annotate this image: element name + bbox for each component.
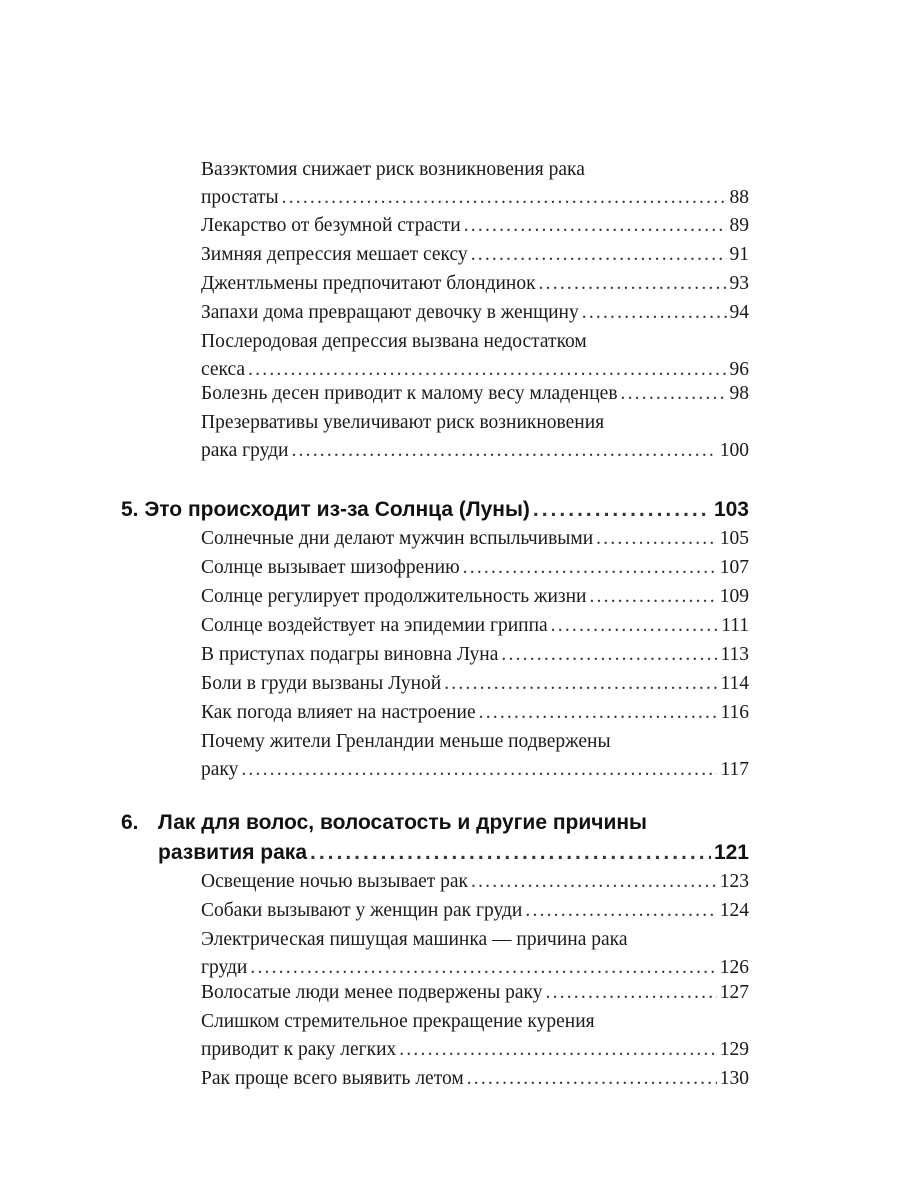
dot-leader <box>310 838 711 868</box>
toc-entry-page: 116 <box>720 702 749 723</box>
toc-entry <box>201 212 749 240</box>
dot-leader <box>525 897 716 925</box>
toc-entry <box>201 926 749 982</box>
dot-leader <box>471 868 717 896</box>
dot-leader <box>399 1036 716 1064</box>
toc-entry <box>201 670 749 698</box>
toc-entry-page: 124 <box>719 900 749 921</box>
chapter-page: 121 <box>713 841 749 864</box>
toc-entry <box>201 699 749 727</box>
dot-leader <box>463 554 717 582</box>
toc-entry <box>201 583 749 611</box>
dot-leader <box>467 1065 717 1093</box>
toc-entry-page: 111 <box>721 615 749 636</box>
toc-entry <box>201 554 749 582</box>
toc-entry-title: Освещение ночью вызывает рак <box>201 871 469 892</box>
toc-entry-page: 117 <box>720 759 749 780</box>
dot-leader <box>282 184 727 212</box>
toc-entry-title: Как погода влияет на настроение <box>201 702 476 723</box>
toc-entry-page: 127 <box>719 982 749 1003</box>
toc-entry-title: Волосатые люди менее подвержены раку <box>201 982 543 1003</box>
toc-entry-page: 89 <box>729 215 749 236</box>
dot-leader <box>291 437 716 465</box>
toc-entry <box>201 328 749 384</box>
dot-leader <box>589 583 716 611</box>
toc-entry-title: Болезнь десен приводит к малому весу младенцев <box>201 383 618 404</box>
toc-entry-page: 96 <box>729 359 749 380</box>
toc-entry-title: Слишком стремительное прекращение курения <box>201 1011 595 1032</box>
dot-leader <box>621 380 727 408</box>
toc-entry-title: Вазэктомия снижает риск возникновения рака <box>201 159 585 180</box>
toc-entry <box>201 525 749 553</box>
toc-entry-page: 94 <box>729 302 749 323</box>
dot-leader <box>551 612 719 640</box>
toc-entry <box>201 299 749 327</box>
toc-entry <box>201 156 749 212</box>
toc-entry <box>201 1008 749 1064</box>
toc-entry-title: простаты <box>201 187 279 208</box>
toc-entry-page: 123 <box>719 871 749 892</box>
toc-entry <box>201 270 749 298</box>
toc-entry-title: Послеродовая депрессия вызвана недостатком <box>201 331 587 352</box>
toc-entry-title: Джентльмены предпочитают блондинок <box>201 273 536 294</box>
toc-entry <box>201 897 749 925</box>
toc-entry <box>201 641 749 669</box>
toc-entry-title: рака груди <box>201 440 289 461</box>
toc-entry-page: 114 <box>720 673 749 694</box>
toc-entry-page: 129 <box>719 1039 749 1060</box>
dot-leader <box>471 241 727 269</box>
toc-entry-title: Собаки вызывают у женщин рак груди <box>201 900 523 921</box>
dot-leader <box>539 270 727 298</box>
dot-leader <box>533 495 711 525</box>
toc-entry-title: Почему жители Гренландии меньше подвержены <box>201 731 611 752</box>
dot-leader <box>479 699 718 727</box>
toc-entry <box>201 1065 749 1093</box>
toc-entry-title: В приступах подагры виновна Луна <box>201 644 499 665</box>
toc-entry-page: 98 <box>729 383 749 404</box>
toc-entry-title: приводит к раку легких <box>201 1039 397 1060</box>
toc-entry <box>201 241 749 269</box>
dot-leader <box>501 641 717 669</box>
toc-entry-page: 130 <box>719 1068 749 1089</box>
toc-entry-title: раку <box>201 759 239 780</box>
toc-entry-title: Солнце вызывает шизофрению <box>201 557 460 578</box>
toc-entry-page: 91 <box>729 244 749 265</box>
dot-leader <box>250 954 716 982</box>
toc-entry-title: Презервативы увеличивают риск возникновения <box>201 412 605 433</box>
dot-leader <box>241 756 717 784</box>
chapter-title: развития рака <box>158 841 307 864</box>
toc-entry-page: 126 <box>719 957 749 978</box>
toc-entry-page: 113 <box>720 644 749 665</box>
toc-entry-title: Электрическая пишущая машинка — причина рака <box>201 929 628 950</box>
toc-entry-title: секса <box>201 359 246 380</box>
dot-leader <box>464 212 727 240</box>
toc-entry-title: Солнце регулирует продолжительность жизни <box>201 586 587 607</box>
toc-entry <box>201 979 749 1007</box>
toc-entry <box>201 868 749 896</box>
dot-leader <box>444 670 717 698</box>
toc-entry-title: груди <box>201 957 248 978</box>
toc-entry-page: 107 <box>719 557 749 578</box>
toc-entry-title: Лекарство от безумной страсти <box>201 215 461 236</box>
dot-leader <box>596 525 717 553</box>
toc-entry-title: Боли в груди вызваны Луной <box>201 673 442 694</box>
toc-entry-page: 100 <box>719 440 749 461</box>
chapter-title: 5. Это происходит из-за Солнца (Луны) <box>121 498 530 521</box>
toc-entry-title: Запахи дома превращают девочку в женщину <box>201 302 579 323</box>
toc-entry <box>201 612 749 640</box>
chapter-heading <box>121 495 749 525</box>
chapter-page: 103 <box>713 498 749 521</box>
toc-entry <box>201 728 749 784</box>
toc-entry-title: Солнечные дни делают мужчин вспыльчивыми <box>201 528 594 549</box>
chapter-number: 6. <box>121 811 139 834</box>
toc-entry <box>201 409 749 465</box>
toc-entry-title: Рак проще всего выявить летом <box>201 1068 464 1089</box>
toc-entry-page: 88 <box>729 187 749 208</box>
toc-entry-page: 93 <box>729 273 749 294</box>
dot-leader <box>582 299 727 327</box>
toc-entry <box>201 380 749 408</box>
dot-leader <box>546 979 717 1007</box>
chapter-heading <box>121 808 749 868</box>
toc-entry-page: 109 <box>719 586 749 607</box>
chapter-title: Лак для волос, волосатость и другие причины <box>158 811 647 834</box>
toc-entry-title: Зимняя депрессия мешает сексу <box>201 244 468 265</box>
toc-entry-page: 105 <box>719 528 749 549</box>
toc-entry-title: Солнце воздействует на эпидемии гриппа <box>201 615 548 636</box>
